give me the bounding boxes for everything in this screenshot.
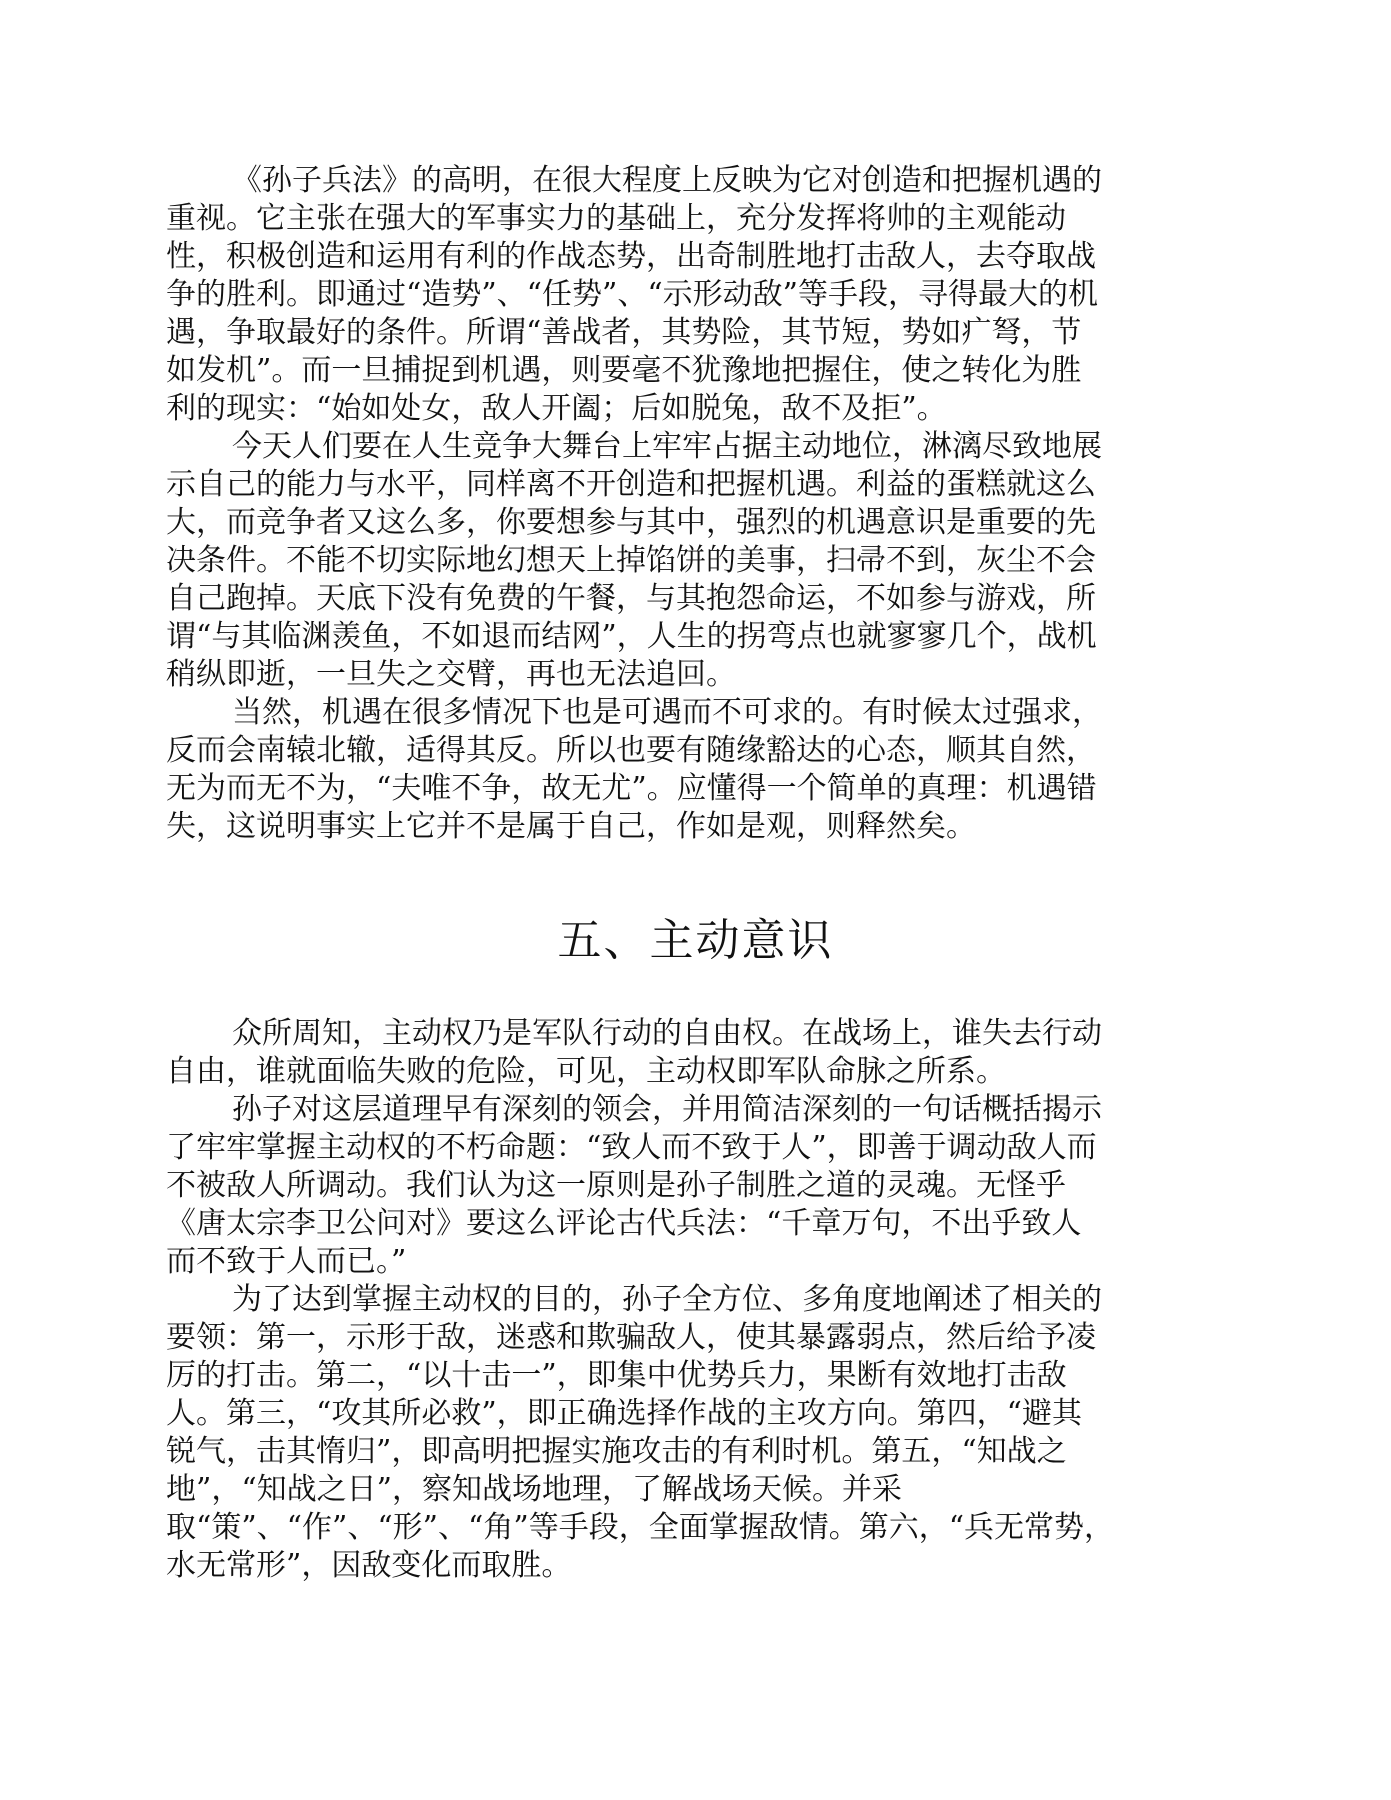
text-line: 锐气，击其惰归”，即高明把握实施攻击的有利时机。第五，“知战之 xyxy=(166,1434,1067,1469)
text-line: 重视。它主张在强大的军事实力的基础上，充分发挥将帅的主观能动 xyxy=(166,201,1066,236)
section-heading: 五、主动意识 xyxy=(557,915,834,966)
text-line: 为了达到掌握主动权的目的，孙子全方位、多角度地阐述了相关的 xyxy=(232,1282,1102,1317)
text-line: 无为而无不为，“夫唯不争，故无尤”。应懂得一个简单的真理：机遇错 xyxy=(166,771,1097,806)
text-line: 利的现实：“始如处女，敌人开阖；后如脱兔，敌不及拒”。 xyxy=(166,391,947,426)
text-line: 如发机”。而一旦捕捉到机遇，则要毫不犹豫地把握住，使之转化为胜 xyxy=(166,353,1082,388)
text-line: 了牢牢掌握主动权的不朽命题：“致人而不致于人”，即善于调动敌人而 xyxy=(166,1130,1097,1165)
text-line: 自己跑掉。天底下没有免费的午餐，与其抱怨命运，不如参与游戏，所 xyxy=(166,581,1096,616)
text-line: 失，这说明事实上它并不是属于自己，作如是观，则释然矣。 xyxy=(166,809,976,844)
text-line: 自由，谁就面临失败的危险，可见，主动权即军队命脉之所系。 xyxy=(166,1054,1006,1089)
text-line: 当然，机遇在很多情况下也是可遇而不可求的。有时候太过强求， xyxy=(232,695,1102,730)
text-line: 众所周知，主动权乃是军队行动的自由权。在战场上，谁失去行动 xyxy=(232,1016,1102,1051)
text-line: 决条件。不能不切实际地幻想天上掉馅饼的美事，扫帚不到，灰尘不会 xyxy=(166,543,1096,578)
text-line: 遇，争取最好的条件。所谓“善战者，其势险，其节短，势如疒弩，节 xyxy=(166,315,1082,350)
text-line: 要领：第一，示形于敌，迷惑和欺骗敌人，使其暴露弱点，然后给予凌 xyxy=(166,1320,1096,1355)
text-line: 稍纵即逝，一旦失之交臂，再也无法追回。 xyxy=(166,657,736,692)
text-line: 谓“与其临渊羡鱼，不如退而结网”，人生的拐弯点也就寥寥几个，战机 xyxy=(166,619,1097,654)
text-line: 水无常形”，因敌变化而取胜。 xyxy=(166,1548,572,1583)
text-line: 《孙子兵法》的高明，在很大程度上反映为它对创造和把握机遇的 xyxy=(232,163,1102,198)
text-line: 今天人们要在人生竞争大舞台上牢牢占据主动地位，淋漓尽致地展 xyxy=(232,429,1102,464)
text-line: 人。第三，“攻其所必救”，即正确选择作战的主攻方向。第四，“避其 xyxy=(166,1396,1083,1431)
text-line: 《唐太宗李卫公问对》要这么评论古代兵法：“千章万句，不出乎致人 xyxy=(166,1206,1082,1241)
text-line: 争的胜利。即通过“造势”、“任势”、“示形动敌”等手段，寻得最大的机 xyxy=(166,277,1099,312)
text-line: 而不致于人而已。” xyxy=(166,1244,407,1279)
text-line: 反而会南辕北辙，适得其反。所以也要有随缘豁达的心态，顺其自然， xyxy=(166,733,1096,768)
text-line: 大，而竞争者又这么多，你要想参与其中，强烈的机遇意识是重要的先 xyxy=(166,505,1096,540)
text-line: 示自己的能力与水平，同样离不开创造和把握机遇。利益的蛋糕就这么 xyxy=(166,467,1096,502)
text-line: 孙子对这层道理早有深刻的领会，并用简洁深刻的一句话概括揭示 xyxy=(232,1092,1102,1127)
text-line: 性，积极创造和运用有利的作战态势，出奇制胜地打击敌人，去夺取战 xyxy=(166,239,1096,274)
text-line: 不被敌人所调动。我们认为这一原则是孙子制胜之道的灵魂。无怪乎 xyxy=(166,1168,1066,1203)
text-line: 取“策”、“作”、“形”、“角”等手段，全面掌握敌情。第六，“兵无常势， xyxy=(166,1510,1115,1545)
text-line: 厉的打击。第二，“以十击一”，即集中优势兵力，果断有效地打击敌 xyxy=(166,1358,1067,1393)
text-line: 地”，“知战之日”，察知战场地理，了解战场天候。并采 xyxy=(166,1472,903,1507)
